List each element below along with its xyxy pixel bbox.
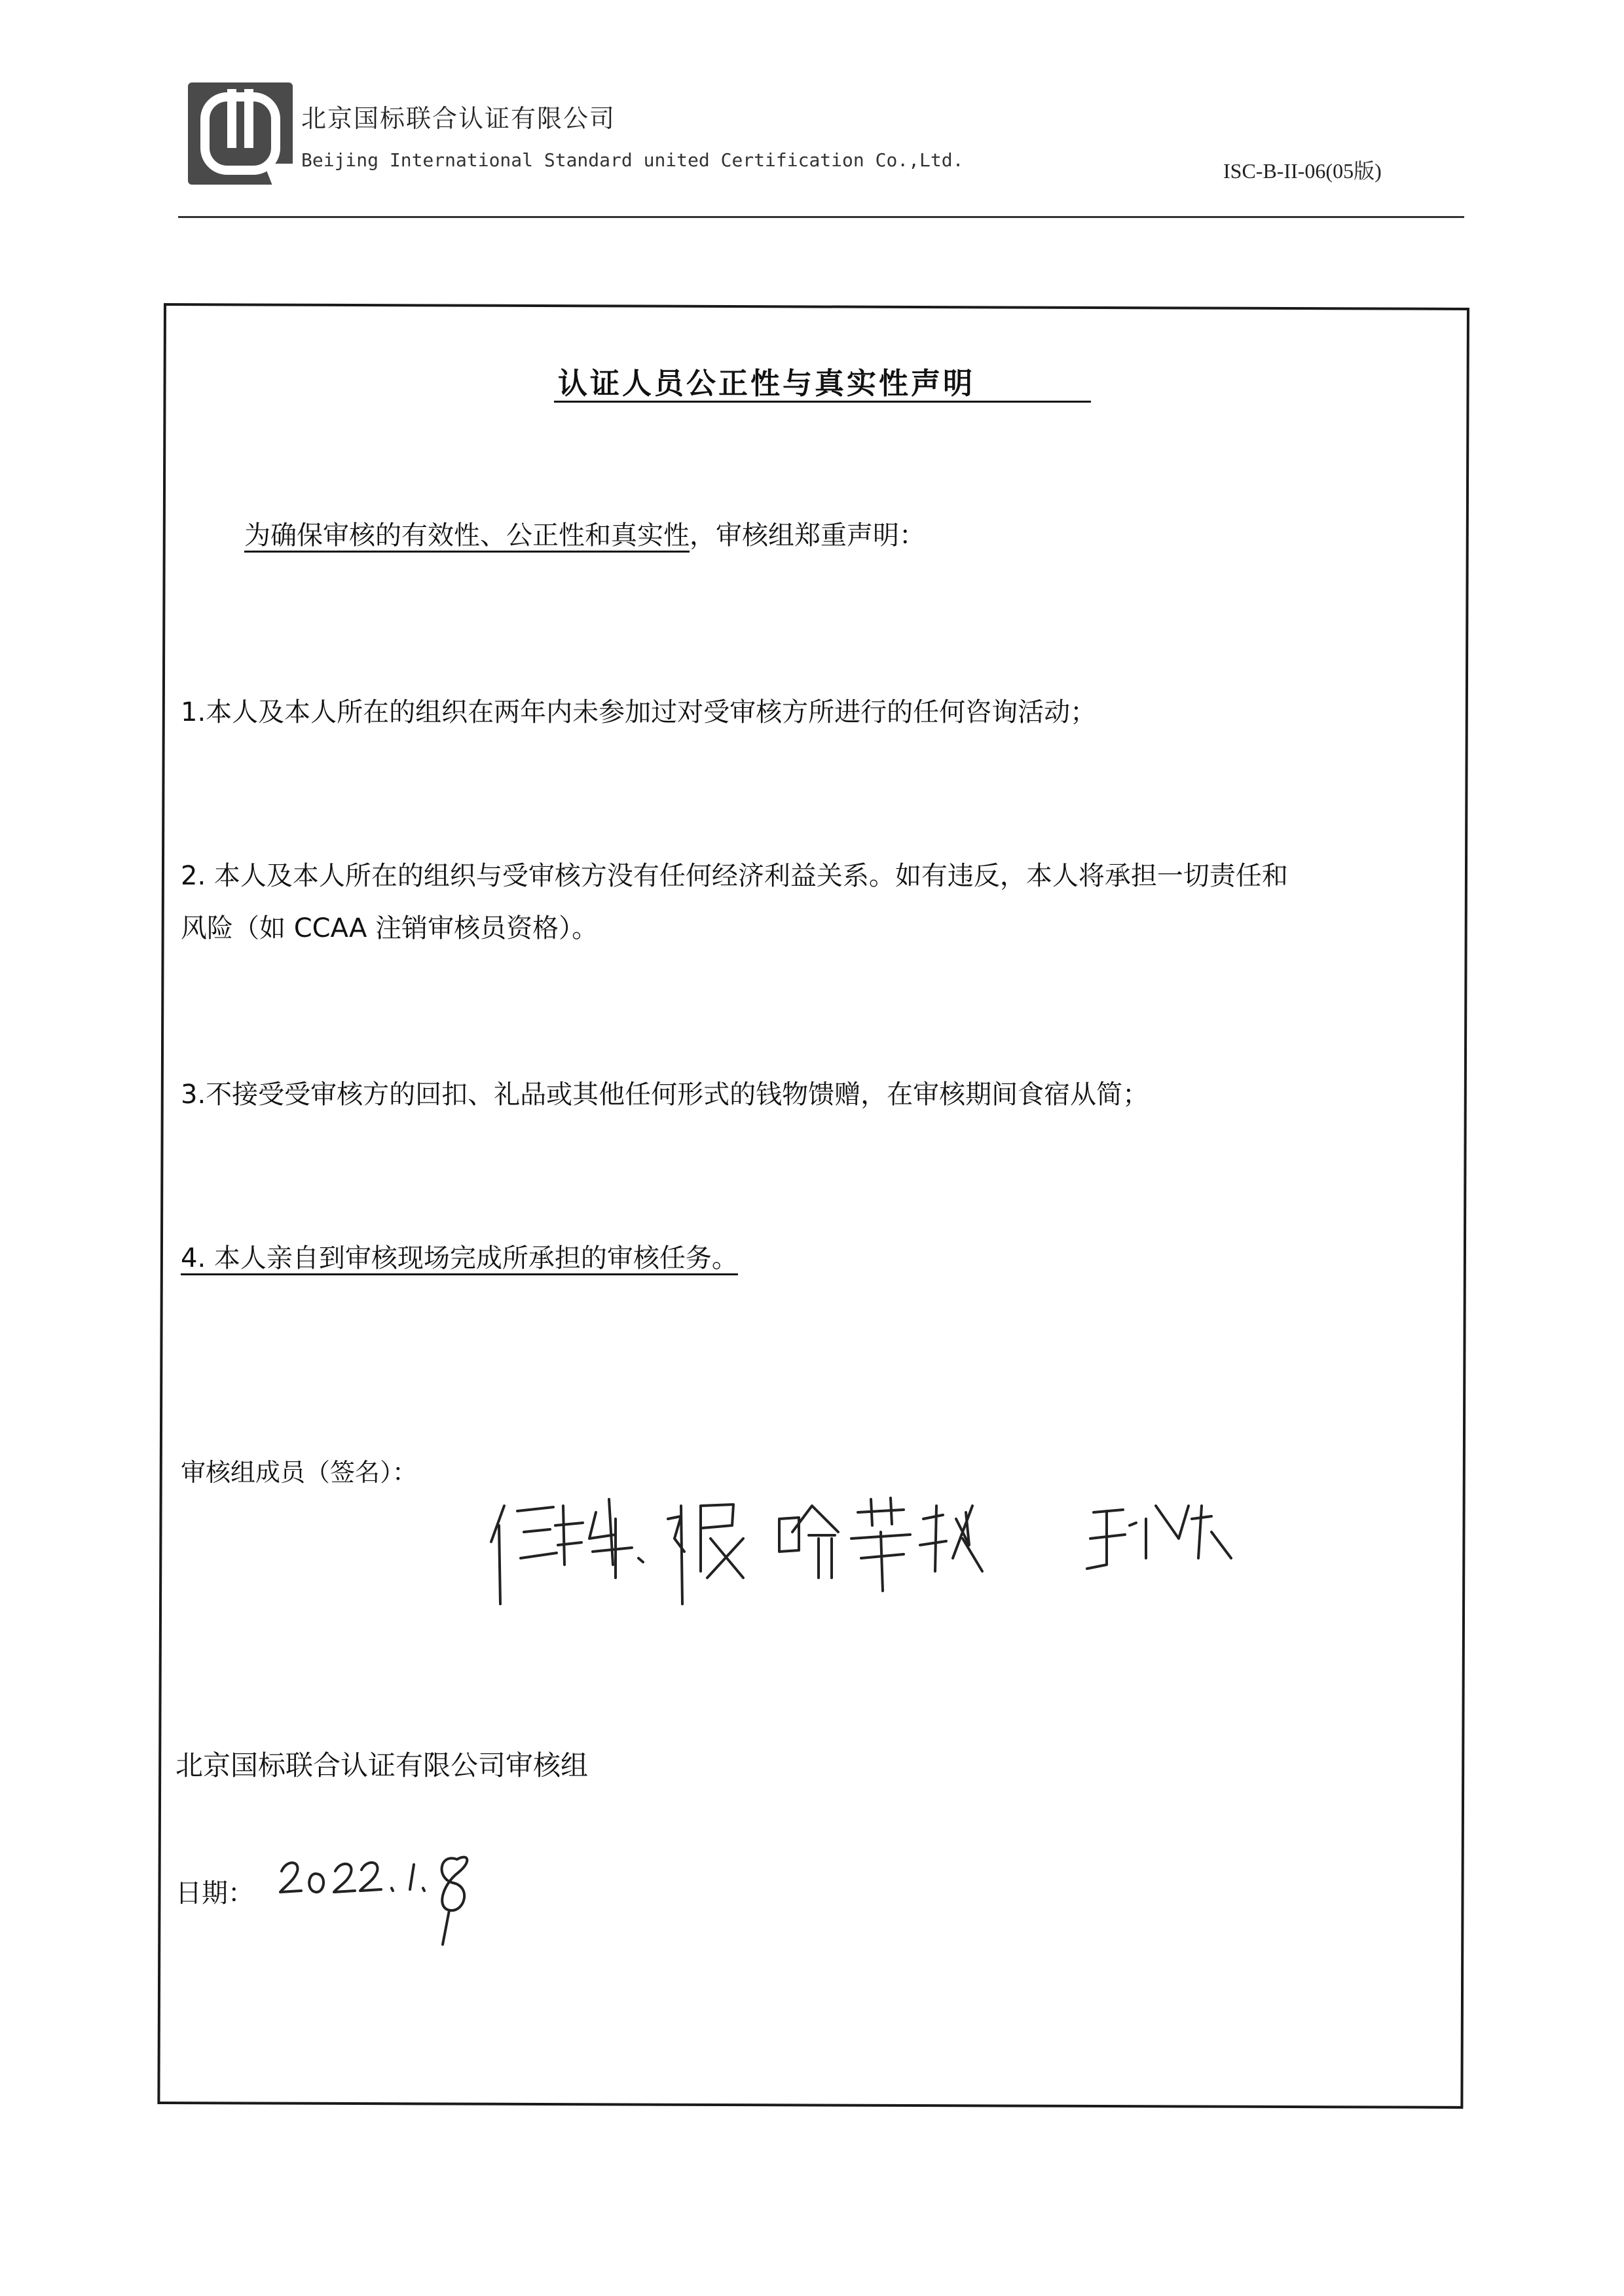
signature-4 — [1087, 1506, 1231, 1569]
company-name-cn: 北京国标联合认证有限公司 — [301, 104, 616, 133]
document-code: ISC-B-II-06(05版) — [1223, 159, 1382, 183]
declaration-item-2-line-2: 风险（如 CCAA 注销审核员资格）。 — [181, 913, 599, 943]
intro-underlined-text: 为确保审核的有效性、公正性和真实性 — [244, 520, 690, 551]
company-logo-icon — [185, 80, 295, 187]
header-divider — [178, 216, 1464, 218]
company-name-en: Beijing International Standard united Certification Co.,Ltd. — [301, 149, 964, 171]
signature-1 — [491, 1499, 643, 1604]
handwritten-signatures — [485, 1480, 1310, 1637]
declaration-item-4: 4. 本人亲自到审核现场完成所承担的审核任务。 — [181, 1243, 738, 1273]
intro-statement — [244, 515, 925, 552]
audit-team-organization: 北京国标联合认证有限公司审核组 — [175, 1749, 589, 1781]
title-underline — [554, 401, 1091, 403]
signature-3 — [779, 1498, 982, 1591]
declaration-item-3: 3.不接受受审核方的回扣、礼品或其他任何形式的钱物馈赠，在审核期间食宿从简； — [181, 1080, 1149, 1110]
members-signature-label: 审核组成员（签名）： — [181, 1458, 418, 1487]
date-label: 日期： — [175, 1878, 254, 1908]
form-title: 认证人员公正性与真实性声明 — [558, 366, 976, 401]
intro-rest-text: ，审核组郑重声明： — [690, 520, 925, 551]
declaration-item-2-line-1: 2. 本人及本人所在的组织与受审核方没有任何经济利益关系。如有违反，本人将承担一切责任和 — [181, 861, 1288, 891]
declaration-item-1: 1.本人及本人所在的组织在两年内未参加过对受审核方所进行的任何咨询活动； — [181, 697, 1097, 727]
signature-2 — [668, 1504, 743, 1604]
handwritten-date — [275, 1833, 498, 1951]
